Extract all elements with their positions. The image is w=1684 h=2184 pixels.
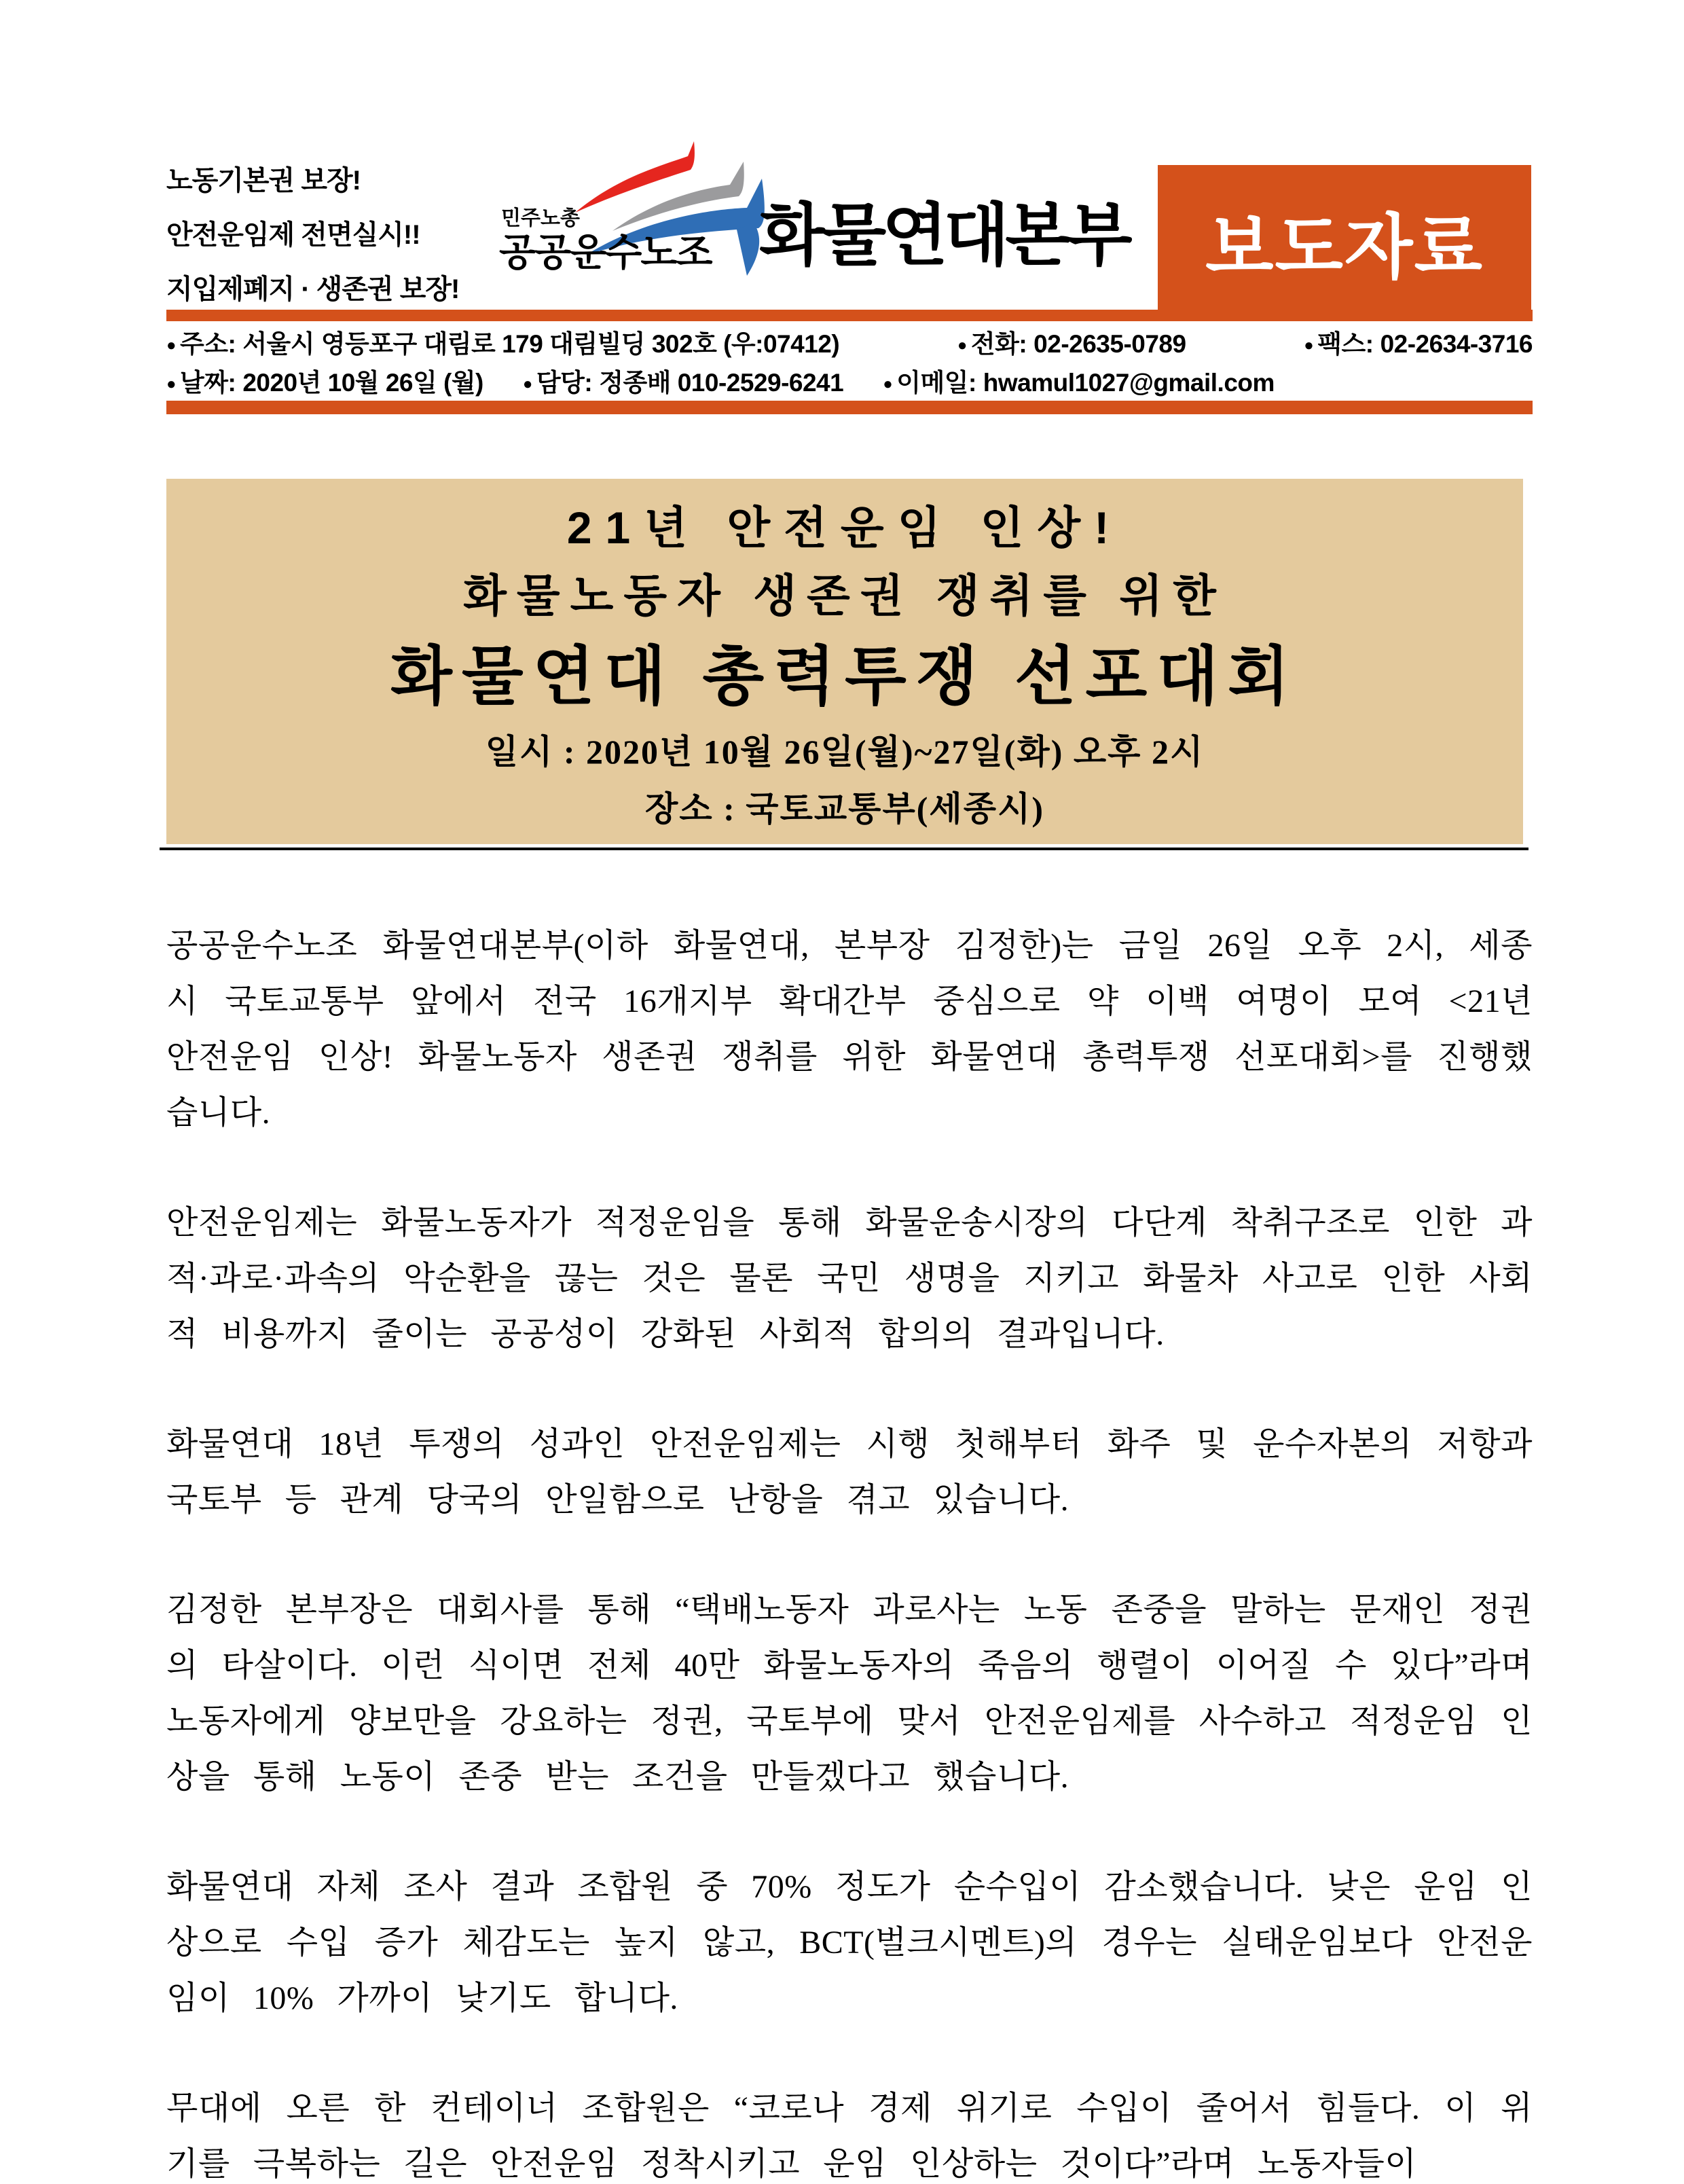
bullet-icon: ● <box>957 335 967 354</box>
union-logo <box>499 141 791 280</box>
divider-bar-top <box>166 310 1533 321</box>
contact-date-value: 2020년 10월 26일 (월) <box>242 368 483 397</box>
bullet-icon: ● <box>1304 335 1314 354</box>
event-title-box <box>166 479 1523 844</box>
contact-line-2 <box>166 361 1533 399</box>
body-paragraph-3: 화물연대 18년 투쟁의 성과인 안전운임제는 시행 첫해부터 화주 및 운수자본의 저항과 국토부 등 관계 당국의 안일함으로 난항을 겪고 있습니다. <box>166 1426 1533 1518</box>
contact-fax <box>1304 323 1533 360</box>
contact-date-label: 날짜: <box>180 368 236 397</box>
contact-manager-value: 정종배 010-2529-6241 <box>599 368 844 397</box>
divider-bar-bottom <box>166 401 1533 414</box>
event-title-line-3: 화물연대 총력투쟁 선포대회 <box>390 640 1299 712</box>
logo-federation-label: 민주노총 <box>501 207 580 230</box>
contact-email-value: hwamul1027@gmail.com <box>983 368 1275 397</box>
body-paragraph-6: 무대에 오른 한 컨테이너 조합원은 “코로나 경제 위기로 수입이 줄어서 힘들다. 이 위기를 극복하는 길은 안전운임 정착시키고 운임 인상하는 것이다”라며 노동자들이 <box>166 2090 1533 2182</box>
event-venue: 장소 : 국토교통부(세종시) <box>645 790 1044 828</box>
contact-address <box>166 323 839 360</box>
org-title: 화물연대본부 <box>759 198 1129 274</box>
body-paragraph-2: 안전운임제는 화물노동자가 적정운임을 통해 화물운송시장의 다단계 착취구조로 인한 과적·과로·과속의 악순환을 끊는 것은 물론 국민 생명을 지키고 화물차 사고로 인한 사회적 비용까지 줄이는 공공성이 강화된 사회적 합의의 결과입니다. <box>166 1205 1533 1352</box>
slogan-line-1: 노동기본권 보장! <box>166 166 361 196</box>
bullet-icon: ● <box>166 335 176 354</box>
contact-phone-value: 02-2635-0789 <box>1033 329 1186 358</box>
event-title-line-2: 화물노동자 생존권 쟁취를 위한 <box>463 570 1226 621</box>
contact-date <box>166 362 483 399</box>
press-release-badge: 보도자료 <box>1158 165 1531 317</box>
contact-address-label: 주소: <box>180 329 236 358</box>
body-paragraph-5: 화물연대 자체 조사 결과 조합원 중 70% 정도가 순수입이 감소했습니다. 낮은 운임 인상으로 수입 증가 체감도는 높지 않고, BCT(벌크시멘트)의 경우는 실태운임보다 안전운임이 10% 가까이 낮기도 합니다. <box>166 1869 1533 2016</box>
contact-email <box>883 362 1275 399</box>
slogan-line-2: 안전운임제 전면실시!! <box>166 220 420 250</box>
contact-fax-label: 팩스: <box>1317 329 1374 358</box>
body-paragraph-4: 김정한 본부장은 대회사를 통해 “택배노동자 과로사는 노동 존중을 말하는 문재인 정권의 타살이다. 이런 식이면 전체 40만 화물노동자의 죽음의 행렬이 이어질 수 있다”라며 노동자에게 양보만을 강요하는 정권, 국토부에 맞서 안전운임제를 사수하고 적정운임 인상을 통해 노동이 존중 받는 조건을 만들겠다고 했습니다. <box>166 1592 1533 1795</box>
body-paragraph-1: 공공운수노조 화물연대본부(이하 화물연대, 본부장 김정한)는 금일 26일 오후 2시, 세종시 국토교통부 앞에서 전국 16개지부 확대간부 중심으로 약 이백 여명이 모여 <21년 안전운임 인상! 화물노동자 생존권 쟁취를 위한 화물연대 총력투쟁 선포대회>를 진행했습니다. <box>166 928 1533 1131</box>
event-title-line-1: 21년 안전운임 인상! <box>566 503 1123 553</box>
article-body <box>166 918 1533 2184</box>
bullet-icon: ● <box>166 374 176 393</box>
contact-email-label: 이메일: <box>896 368 976 397</box>
bullet-icon: ● <box>883 374 893 393</box>
contact-address-value: 서울시 영등포구 대림로 179 대림빌딩 302호 (우:07412) <box>242 329 840 358</box>
title-underline <box>160 848 1529 850</box>
contact-info <box>166 322 1533 399</box>
contact-line-1 <box>166 322 1533 361</box>
slogan-line-3: 지입제폐지 · 생존권 보장! <box>166 274 460 304</box>
logo-union-label: 공공운수노조 <box>499 231 712 274</box>
contact-phone <box>957 323 1186 360</box>
contact-fax-value: 02-2634-3716 <box>1380 329 1533 358</box>
contact-phone-label: 전화: <box>970 329 1027 358</box>
slogan-block <box>166 153 459 316</box>
contact-manager-label: 담당: <box>536 368 593 397</box>
contact-manager <box>523 362 843 399</box>
event-datetime: 일시 : 2020년 10월 26일(월)~27일(화) 오후 2시 <box>485 733 1205 771</box>
bullet-icon: ● <box>522 374 532 393</box>
